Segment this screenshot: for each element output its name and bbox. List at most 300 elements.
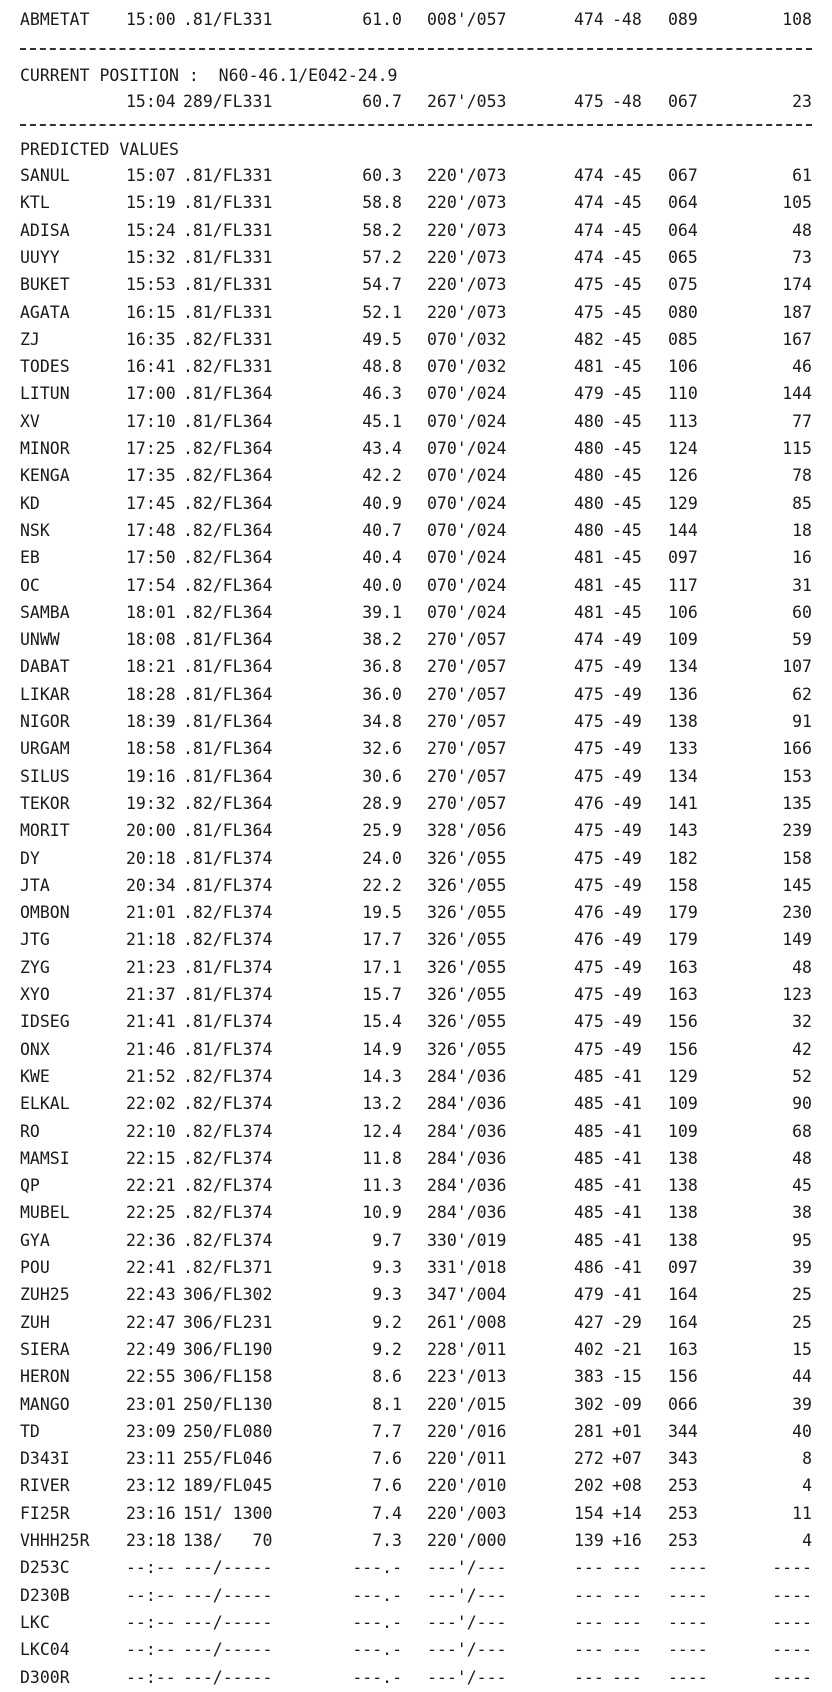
wind: 347'/004 [427,1285,507,1305]
waypoint-name: MORIT [20,821,70,841]
temperature: +01 [612,1421,642,1441]
ground-speed: --- [574,1640,604,1660]
waypoint-row [0,763,832,791]
wind: 284'/036 [427,1203,507,1223]
ground-speed: 481 [574,602,604,622]
eta: 17:50 [126,548,176,568]
eta: 22:36 [126,1230,176,1250]
wind: 326'/055 [427,930,507,950]
waypoint-row [0,626,832,654]
waypoint-row [0,1527,832,1555]
distance: 166 [782,739,812,759]
speed-flight-level: .81/FL364 [183,684,273,704]
waypoint-row [0,1500,832,1528]
temperature: +14 [612,1503,642,1523]
fuel: 40.4 [362,548,402,568]
current-position-label: CURRENT POSITION : N60-46.1/E042-24.9 [20,66,398,85]
track: 109 [668,630,698,650]
eta: 22:21 [126,1176,176,1196]
waypoint-row [0,817,832,845]
speed-flight-level: .82/FL374 [183,1176,273,1196]
fuel: 9.2 [372,1312,402,1332]
track: 136 [668,684,698,704]
eta: 18:01 [126,602,176,622]
fuel: 7.7 [372,1421,402,1441]
track: 065 [668,247,698,267]
waypoint-name: DABAT [20,657,70,677]
track: 138 [668,712,698,731]
ground-speed: 480 [574,411,604,431]
waypoint-name: MAMSI [20,1148,70,1168]
waypoint-row [0,653,832,681]
waypoint-row [0,1582,832,1610]
distance: 145 [782,875,812,895]
wind: 284'/036 [427,1121,507,1141]
fuel: 7.6 [372,1476,402,1496]
fuel: 40.9 [362,493,402,513]
speed-flight-level: .82/FL364 [183,466,273,486]
temperature: -45 [612,520,642,540]
temperature: -49 [612,957,642,977]
track: 089 [668,10,698,29]
speed-flight-level: .81/FL374 [183,1039,273,1059]
waypoint-name: SIERA [20,1339,70,1359]
temperature: -49 [612,630,642,650]
wind: 284'/036 [427,1148,507,1168]
distance: 59 [792,630,812,650]
ground-speed: 479 [574,1285,604,1305]
track: 080 [668,302,698,322]
waypoint-row [0,1281,832,1309]
wind: 220'/010 [427,1476,507,1496]
eta: 23:01 [126,1394,176,1414]
track: 134 [668,766,698,786]
temperature: -15 [612,1367,642,1387]
track: 179 [668,930,698,950]
track: 085 [668,329,698,349]
speed-flight-level: .81/FL364 [183,712,273,731]
waypoint-name: HERON [20,1367,70,1387]
distance: 39 [792,1394,812,1414]
speed-flight-level: .81/FL331 [183,302,273,322]
ground-speed: 481 [574,357,604,377]
track: 075 [668,275,698,295]
ground-speed: 475 [574,1012,604,1032]
waypoint-name: UNWW [20,630,60,650]
waypoint-row [0,1118,832,1146]
track: 134 [668,657,698,677]
waypoint-row [0,1363,832,1391]
speed-flight-level: .82/FL374 [183,1094,273,1114]
wind: 331'/018 [427,1258,507,1277]
separator-line [20,48,812,50]
eta: 21:01 [126,903,176,923]
track: 179 [668,903,698,923]
wind: ---'/--- [427,1667,507,1687]
fuel: 11.3 [362,1176,402,1196]
eta: 22:55 [126,1367,176,1387]
distance: 4 [802,1476,812,1496]
waypoint-row [0,1336,832,1364]
ground-speed: --- [574,1612,604,1632]
wind: 270'/057 [427,766,507,786]
ground-speed: 475 [574,985,604,1004]
temperature: --- [612,1640,642,1660]
waypoint-row [0,1008,832,1036]
waypoint-row [0,708,832,736]
track: 109 [668,1094,698,1114]
track: 129 [668,1066,698,1086]
speed-flight-level: .82/FL331 [183,329,273,349]
fuel: 58.2 [362,220,402,240]
distance: 60 [792,602,812,622]
temperature: --- [612,1585,642,1605]
wind: 070'/024 [427,575,507,595]
fuel: 32.6 [362,739,402,759]
ground-speed: 485 [574,1121,604,1141]
fuel: 40.0 [362,575,402,595]
temperature: -21 [612,1339,642,1359]
fuel: 7.4 [372,1503,402,1523]
wind: 326'/055 [427,848,507,868]
ground-speed: 476 [574,930,604,950]
waypoint-row [0,408,832,436]
waypoint-row [0,872,832,900]
fuel: 34.8 [362,712,402,731]
distance: 48 [792,1148,812,1168]
eta: 18:28 [126,684,176,704]
speed-flight-level: .81/FL331 [183,193,273,213]
ground-speed: --- [574,1667,604,1687]
wind: 228'/011 [427,1339,507,1359]
track: 253 [668,1503,698,1523]
eta: 23:09 [126,1421,176,1441]
speed-flight-level: 306/FL158 [183,1367,273,1387]
distance: 123 [782,985,812,1004]
wind: 326'/055 [427,985,507,1004]
waypoint-name: ZYG [20,957,50,977]
track: 344 [668,1421,698,1441]
eta: 18:08 [126,630,176,650]
wind: 270'/057 [427,630,507,650]
eta: 17:25 [126,439,176,458]
ground-speed: 480 [574,520,604,540]
speed-flight-level: .81/FL364 [183,739,273,759]
wind: 284'/036 [427,1066,507,1086]
eta: 23:11 [126,1449,176,1469]
eta: 22:49 [126,1339,176,1359]
speed-flight-level: 306/FL302 [183,1285,273,1305]
ground-speed: 485 [574,1176,604,1196]
track: 143 [668,821,698,841]
waypoint-name: LKC [20,1612,50,1632]
waypoint-name: URGAM [20,739,70,759]
speed-flight-level: .81/FL374 [183,957,273,977]
ground-speed: 485 [574,1230,604,1250]
track: 163 [668,985,698,1004]
waypoint-row [0,217,832,245]
temperature: -45 [612,439,642,458]
eta: 18:58 [126,739,176,759]
track: 110 [668,384,698,404]
ground-speed: 383 [574,1367,604,1387]
fuel: 14.3 [362,1066,402,1086]
wind: 070'/024 [427,602,507,622]
temperature: -49 [612,684,642,704]
eta: 21:18 [126,930,176,950]
waypoint-row [0,681,832,709]
waypoint-row [0,899,832,927]
waypoint-row [0,353,832,381]
distance: 239 [782,821,812,841]
waypoint-row [0,1036,832,1064]
wind: 326'/055 [427,875,507,895]
fuel: 54.7 [362,275,402,295]
waypoint-row [0,189,832,217]
distance: 174 [782,275,812,295]
temperature: -41 [612,1285,642,1305]
track: 113 [668,411,698,431]
fuel: 8.1 [372,1394,402,1414]
eta: 17:48 [126,520,176,540]
ground-speed: 485 [574,1148,604,1168]
fuel: 14.9 [362,1039,402,1059]
fuel: 40.7 [362,520,402,540]
ground-speed: 475 [574,821,604,841]
fuel: 24.0 [362,848,402,868]
wind: 326'/055 [427,903,507,923]
waypoint-name: OMBON [20,903,70,923]
distance: 73 [792,247,812,267]
track: 124 [668,439,698,458]
waypoint-row [0,599,832,627]
speed-flight-level: .81/FL364 [183,821,273,841]
waypoint-row [0,299,832,327]
track: 106 [668,602,698,622]
ground-speed: 302 [574,1394,604,1414]
distance: 85 [792,493,812,513]
waypoint-row [0,981,832,1009]
ground-speed: 476 [574,793,604,813]
track: 158 [668,875,698,895]
ground-speed: 485 [574,1066,604,1086]
waypoint-name: KD [20,493,40,513]
wind: 070'/024 [427,493,507,513]
distance: 11 [792,1503,812,1523]
distance: 187 [782,302,812,322]
eta: 23:16 [126,1503,176,1523]
fuel: 42.2 [362,466,402,486]
waypoint-row [0,1227,832,1255]
fuel: 9.3 [372,1285,402,1305]
temperature: -48 [612,10,642,29]
track: 138 [668,1176,698,1196]
fuel: 15.4 [362,1012,402,1032]
eta: 15:32 [126,247,176,267]
distance: ---- [772,1640,812,1660]
waypoint-name: ABMETAT [20,10,90,29]
wind: 220'/073 [427,220,507,240]
speed-flight-level: .82/FL374 [183,1121,273,1141]
wind: 270'/057 [427,739,507,759]
waypoint-name: SAMBA [20,602,70,622]
fuel: 15.7 [362,985,402,1004]
eta: 19:16 [126,766,176,786]
waypoint-row [0,162,832,190]
distance: 39 [792,1258,812,1277]
ground-speed: 480 [574,439,604,458]
distance: 16 [792,548,812,568]
waypoint-name: NSK [20,520,50,540]
distance: 38 [792,1203,812,1223]
fuel: 52.1 [362,302,402,322]
wind: 070'/032 [427,329,507,349]
predicted-values-label: PREDICTED VALUES [20,140,179,159]
speed-flight-level: .82/FL374 [183,1203,273,1223]
distance: 25 [792,1285,812,1305]
distance: ---- [772,1612,812,1632]
fuel: 28.9 [362,793,402,813]
track: 067 [668,92,698,111]
speed-flight-level: .82/FL364 [183,548,273,568]
fuel: 12.4 [362,1121,402,1141]
wind: 330'/019 [427,1230,507,1250]
waypoint-name: AGATA [20,302,70,322]
fuel: ---.- [352,1612,402,1632]
waypoint-name: TEKOR [20,793,70,813]
track: 164 [668,1312,698,1332]
ground-speed: 202 [574,1476,604,1496]
temperature: -41 [612,1203,642,1223]
current-position-row [0,88,832,116]
track: 156 [668,1039,698,1059]
track: 343 [668,1449,698,1469]
temperature: -49 [612,793,642,813]
waypoint-name: UUYY [20,247,60,267]
eta: 21:52 [126,1066,176,1086]
temperature: -41 [612,1230,642,1250]
eta: 21:37 [126,985,176,1004]
waypoint-row [0,1418,832,1446]
waypoint-row [0,1063,832,1091]
track: 126 [668,466,698,486]
track: 109 [668,1121,698,1141]
wind: 070'/024 [427,548,507,568]
speed-flight-level: .82/FL374 [183,1066,273,1086]
temperature: -45 [612,602,642,622]
waypoint-name: SANUL [20,166,70,185]
distance: 4 [802,1531,812,1550]
speed-flight-level: 289/FL331 [183,92,273,111]
distance: 15 [792,1339,812,1359]
eta: 17:45 [126,493,176,513]
fuel: ---.- [352,1640,402,1660]
speed-flight-level: .81/FL331 [183,247,273,267]
ground-speed: 480 [574,493,604,513]
distance: 40 [792,1421,812,1441]
temperature: -45 [612,575,642,595]
wind: ---'/--- [427,1612,507,1632]
waypoint-row [0,1172,832,1200]
waypoint-name: POU [20,1258,50,1277]
wind: 326'/055 [427,957,507,977]
ground-speed: 482 [574,329,604,349]
speed-flight-level: .81/FL374 [183,875,273,895]
fuel: 10.9 [362,1203,402,1223]
wind: 220'/003 [427,1503,507,1523]
waypoint-name: KWE [20,1066,50,1086]
eta: 22:02 [126,1094,176,1114]
wind: 070'/024 [427,439,507,458]
wind: 070'/024 [427,384,507,404]
wind: 220'/011 [427,1449,507,1469]
ground-speed: 475 [574,657,604,677]
eta: 15:07 [126,166,176,185]
speed-flight-level: .82/FL364 [183,602,273,622]
ground-speed: 402 [574,1339,604,1359]
waypoint-row [0,1145,832,1173]
ground-speed: 154 [574,1503,604,1523]
fuel: 36.8 [362,657,402,677]
fuel: ---.- [352,1585,402,1605]
temperature: +16 [612,1531,642,1550]
temperature: -45 [612,275,642,295]
waypoint-name: KTL [20,193,50,213]
waypoint-name: QP [20,1176,40,1196]
waypoint-name: JTG [20,930,50,950]
waypoint-name: TD [20,1421,40,1441]
waypoint-name: KENGA [20,466,70,486]
track: 156 [668,1367,698,1387]
speed-flight-level: .81/FL331 [183,166,273,185]
waypoint-row [0,735,832,763]
eta: 23:18 [126,1531,176,1550]
fuel: 9.2 [372,1339,402,1359]
wind: 070'/024 [427,520,507,540]
waypoint-row [0,1199,832,1227]
temperature: --- [612,1612,642,1632]
track: 064 [668,193,698,213]
temperature: -49 [612,712,642,731]
ground-speed: --- [574,1585,604,1605]
temperature: -49 [612,848,642,868]
waypoint-name: LITUN [20,384,70,404]
wind: ---'/--- [427,1558,507,1578]
track: 133 [668,739,698,759]
eta: 20:00 [126,821,176,841]
distance: 18 [792,520,812,540]
wind: ---'/--- [427,1585,507,1605]
temperature: -45 [612,357,642,377]
temperature: -49 [612,657,642,677]
eta: 22:25 [126,1203,176,1223]
temperature: -45 [612,466,642,486]
distance: 48 [792,957,812,977]
ground-speed: 475 [574,875,604,895]
ground-speed: 476 [574,903,604,923]
speed-flight-level: 306/FL190 [183,1339,273,1359]
eta: 16:15 [126,302,176,322]
distance: 149 [782,930,812,950]
track: 253 [668,1531,698,1550]
waypoint-row [0,326,832,354]
track: 163 [668,1339,698,1359]
waypoint-name: ZUH25 [20,1285,70,1305]
distance: 167 [782,329,812,349]
ground-speed: 486 [574,1258,604,1277]
ground-speed: 481 [574,548,604,568]
temperature: -41 [612,1066,642,1086]
